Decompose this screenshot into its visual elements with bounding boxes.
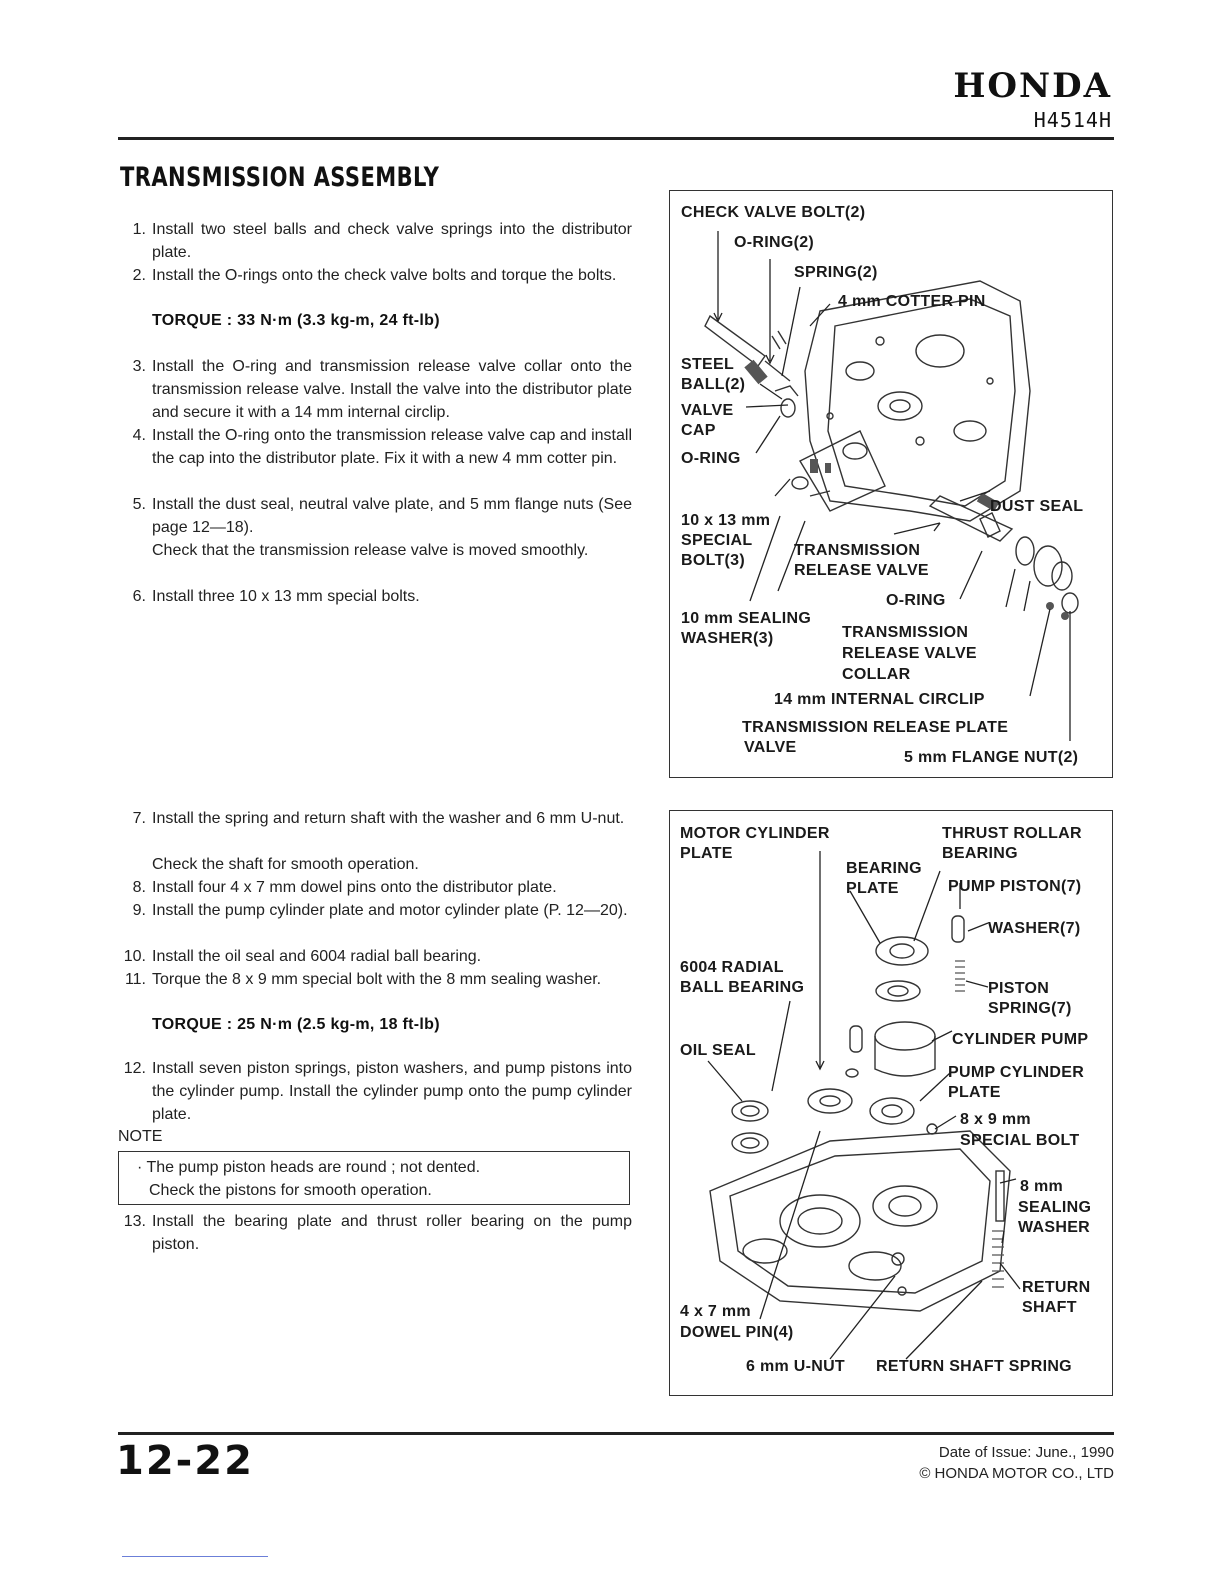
label-piston-spring: PISTON [988,980,1050,997]
step-text: Install four 4 x 7 mm dowel pins onto the distributor plate. [152,879,557,896]
label-special-bolt-size: 10 x 13 mm [681,512,771,529]
step-number: 5. [132,496,146,513]
label-valve: VALVE [681,402,734,419]
step-number: 3. [132,358,146,375]
label-pump-piston: PUMP PISTON(7) [948,878,1082,895]
scan-artifact [122,1556,268,1557]
label-ball: BALL(2) [681,376,746,393]
step-text: Install the O-ring and transmission release valve collar onto the transmission release valve. Install the valve into the distributor plate and secure it with a 14 mm internal circlip. [152,358,632,421]
label-thrust-bearing-2: BEARING [942,845,1018,862]
step-number: 9. [132,902,146,919]
label-bearing-plate: BEARING [846,860,922,877]
label-spring-2: SPRING(2) [794,264,878,281]
step-number: 8. [132,879,146,896]
list-item [118,968,634,1014]
note-line: · The pump piston heads are round ; not dented. [137,1159,481,1176]
label-return-spring: RETURN SHAFT SPRING [876,1358,1072,1375]
label-dust-seal: DUST SEAL [990,498,1084,515]
label-release-valve-2: RELEASE VALVE [794,562,929,579]
label-release-plate-2: VALVE [744,739,797,756]
step-text: Install two steel balls and check valve springs into the distributor plate. [152,221,632,261]
step-number: 13. [123,1213,146,1230]
label-check-valve-bolt: CHECK VALVE BOLT(2) [681,204,866,221]
label-special-bolt-2: SPECIAL BOLT [960,1132,1080,1149]
list-item [118,899,634,945]
step-number: 4. [132,427,146,444]
step-text: Install the O-rings onto the check valve bolts and torque the bolts. [152,267,617,284]
label-bearing-plate-2: PLATE [846,880,899,897]
step-text: Install the dust seal, neutral valve plate, and 5 mm flange nuts (See page 12—18). [152,496,632,536]
step-text: Install the bearing plate and thrust roller bearing on the pump piston. [152,1213,632,1253]
label-release-valve: TRANSMISSION [794,542,921,559]
torque-spec: TORQUE : 33 N·m (3.3 kg-m, 24 ft-lb) [152,312,440,329]
label-special-bolt: SPECIAL [681,532,753,549]
step-text: Install the O-ring onto the transmission release valve cap and install the cap into the distributor plate. Fix it with a new 4 mm cotter pin. [152,427,632,467]
list-item [118,355,634,424]
label-return-shaft-2: SHAFT [1022,1299,1077,1316]
label-dowel-pin-2: DOWEL PIN(4) [680,1324,794,1341]
note-label: NOTE [118,1128,163,1145]
label-o-ring-2: O-RING(2) [734,234,815,251]
label-valve-collar-3: COLLAR [842,666,911,683]
list-item [118,424,634,493]
label-cylinder-pump: CYLINDER PUMP [952,1031,1089,1048]
label-motor-cylinder: MOTOR CYLINDER [680,825,830,842]
model-code: H4514H [1033,108,1112,132]
label-valve-collar: TRANSMISSION [842,624,969,641]
step-number: 2. [132,267,146,284]
issue-info [919,1442,1114,1484]
label-flange-nut: 5 mm FLANGE NUT(2) [904,749,1079,766]
label-pump-cylinder-plate-2: PLATE [948,1084,1001,1101]
label-cap: CAP [681,422,716,439]
label-o-ring-b: O-RING [886,592,946,609]
label-internal-circlip: 14 mm INTERNAL CIRCLIP [774,691,985,708]
step-note: Check the shaft for smooth operation. [152,856,419,873]
label-thrust-bearing: THRUST ROLLAR [942,825,1082,842]
top-rule [118,137,1114,140]
step-text: Install the spring and return shaft with the washer and 6 mm U-nut. [152,810,625,827]
list-item [118,264,634,310]
figure-pump-assembly [669,810,1113,1396]
label-special-bolt-qty: BOLT(3) [681,552,746,569]
list-item [118,876,634,899]
step-number: 12. [123,1060,146,1077]
label-sealing-washer-2: SEALING [1018,1199,1092,1216]
step-text: Torque the 8 x 9 mm special bolt with the 8 mm sealing washer. [152,971,602,988]
step-text: Install seven piston springs, piston washers, and pump pistons into the cylinder pump. Install the cylinder pump onto the pump cylinder plate. [152,1060,632,1123]
label-pump-cylinder-plate: PUMP CYLINDER [948,1064,1085,1081]
label-radial-bearing: 6004 RADIAL [680,959,784,976]
step-number: 1. [132,221,146,238]
list-item [118,493,634,539]
label-valve-collar-2: RELEASE VALVE [842,645,977,662]
step-text: Install the oil seal and 6004 radial ball bearing. [152,948,482,965]
label-oil-seal: OIL SEAL [680,1042,756,1059]
page-number: 12-22 [116,1438,254,1484]
label-motor-cylinder-plate: PLATE [680,845,733,862]
figure-release-valve [669,190,1113,778]
label-sealing-washer: 10 mm SEALING [681,610,812,627]
note-line: Check the pistons for smooth operation. [149,1182,432,1199]
step-number: 7. [132,810,146,827]
label-return-shaft: RETURN [1022,1279,1091,1296]
label-sealing-washer: 8 mm [1020,1178,1063,1195]
list-item [118,945,634,968]
list-item [118,1210,634,1256]
step-note: Check that the transmission release valve is moved smoothly. [152,542,589,559]
label-sealing-washer-3: WASHER [1018,1219,1091,1236]
label-piston-spring-2: SPRING(7) [988,1000,1072,1017]
copyright: © HONDA MOTOR CO., LTD [919,1465,1114,1482]
label-release-plate: TRANSMISSION RELEASE PLATE [742,719,1009,736]
note-box [118,1151,630,1205]
label-radial-bearing-2: BALL BEARING [680,979,805,996]
label-washer: WASHER(7) [988,920,1081,937]
label-special-bolt: 8 x 9 mm [960,1111,1031,1128]
list-item [118,807,634,853]
torque-spec: TORQUE : 25 N·m (2.5 kg-m, 18 ft-lb) [152,1016,440,1033]
step-text: Install the pump cylinder plate and motor cylinder plate (P. 12—20). [152,902,628,919]
issue-date: Date of Issue: June., 1990 [938,1444,1114,1461]
step-number: 10. [123,948,146,965]
step-text: Install three 10 x 13 mm special bolts. [152,588,420,605]
label-dowel-pin: 4 x 7 mm [680,1303,751,1320]
step-number: 11. [124,971,146,988]
label-u-nut: 6 mm U-NUT [746,1358,846,1375]
bottom-rule [118,1432,1114,1435]
label-cotter-pin: 4 mm COTTER PIN [838,293,986,310]
brand-logo: HONDA [953,66,1112,106]
step-number: 6. [132,588,146,605]
list-item [118,585,634,608]
label-o-ring: O-RING [681,450,741,467]
list-item [118,1057,634,1126]
label-sealing-washer-qty: WASHER(3) [681,630,774,647]
section-title: TRANSMISSION ASSEMBLY [120,162,440,193]
list-item [118,218,634,264]
label-steel: STEEL [681,356,735,373]
